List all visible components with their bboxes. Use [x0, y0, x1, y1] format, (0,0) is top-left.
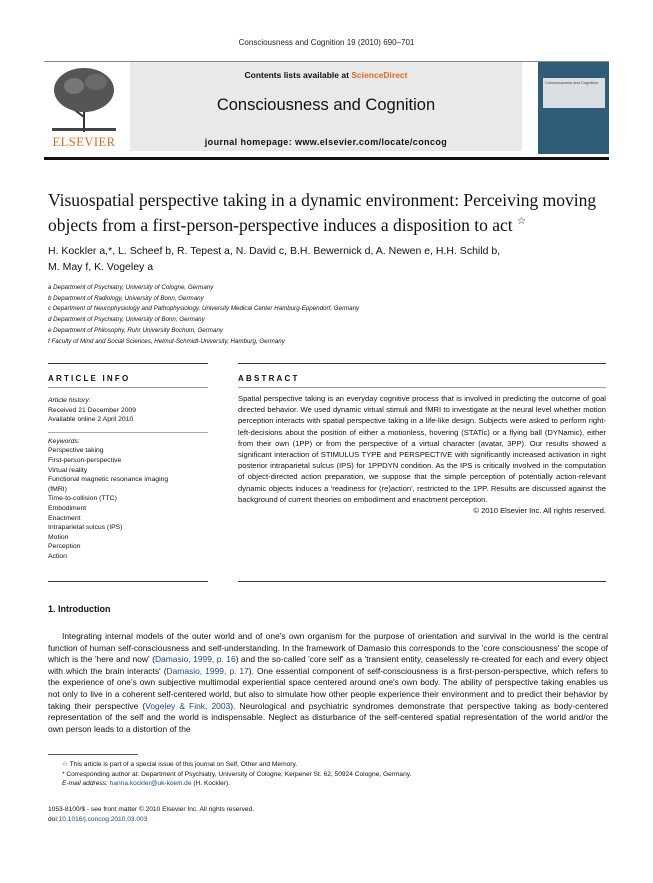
- journal-cover-thumbnail: [538, 62, 609, 154]
- affiliation-e: e Department of Philosophy, Ruhr University Bochum, Germany: [48, 326, 223, 334]
- article-info-heading: ARTICLE INFO: [48, 374, 131, 383]
- journal-homepage[interactable]: journal homepage: www.elsevier.com/locate/concog: [204, 137, 448, 147]
- cover-title: Consciousness and Cognition: [545, 80, 598, 85]
- email-suffix: (H. Kockler).: [193, 780, 230, 788]
- keyword: First-person-perspective: [48, 456, 122, 464]
- doi-line: [48, 815, 254, 825]
- authors-line-2: M. May f, K. Vogeley a: [48, 261, 154, 273]
- contents-lists: [130, 70, 522, 80]
- citation-link[interactable]: Damasio, 1999, p. 17: [166, 665, 249, 676]
- publisher-name: ELSEVIER: [52, 135, 116, 149]
- email-label: E-mail address:: [62, 780, 108, 788]
- affiliation-f: f Faculty of Mind and Social Sciences, Helmut-Schmidt-University, Hamburg, Germany: [48, 337, 285, 345]
- article-title: [48, 190, 608, 236]
- affiliations: [48, 283, 608, 347]
- keyword: Motion: [48, 533, 69, 541]
- keyword: Functional magnetic resonance imaging: [48, 476, 169, 484]
- keyword: (fMRI): [48, 485, 67, 493]
- affiliation-b: b Department of Radiology, University of Bonn, Germany: [48, 294, 204, 302]
- issn-line: 1053-8100/$ - see front matter © 2010 Elsevier Inc. All rights reserved.: [48, 806, 255, 813]
- abstract-top-rule: [238, 363, 606, 364]
- affiliation-c: c Department of Neurophysiology and Pathophysiology, University Medical Center Hamburg-Eppendorf, Germany: [48, 305, 360, 313]
- keywords-rule: [48, 432, 208, 433]
- author-list: [48, 243, 608, 275]
- keyword: Intraparietal sulcus (IPS): [48, 524, 123, 532]
- journal-title: Consciousness and Cognition: [216, 96, 436, 114]
- intro-text: ). Neurological and psychiatric syndromes demonstrate that perspective taking as body-centered representation of the self and the world is indispensable. Neglect as disturbance of the self-centered spatial representation of the world and/or the own person leads to a distortion of the: [48, 700, 609, 734]
- section-heading-introduction: 1. Introduction: [48, 604, 111, 614]
- abstract-heading: ABSTRACT: [238, 374, 300, 383]
- received-date: Received 21 December 2009: [48, 406, 137, 414]
- keyword: Perspective taking: [48, 447, 104, 455]
- introduction-paragraph: [48, 631, 608, 735]
- title-footnote-mark: ☆: [516, 216, 526, 227]
- sciencedirect-link[interactable]: ScienceDirect: [351, 70, 408, 80]
- intro-text: Integrating internal models of the outer world and of one's own organism for the purpose of orientation and survival in the world is the central function of human self-consciousness and self-understanding. In the framework of Damasio this corresponds to the 'core consciousness' the scope of which is the 'here and now' (: [48, 631, 608, 665]
- header-bottom-rule: [44, 157, 609, 160]
- footnote-corresponding: * Corresponding author at: Department of Psychiatry, University of Cologne, Kerpener St. 62, 50924 Cologne, Germany.: [62, 770, 412, 778]
- intro-text: ) and the so-called 'core self' as a 'transient entity, ceaselessly re-created for each and every object with which the brain interacts' (: [48, 654, 608, 676]
- citation-link[interactable]: Vogeley & Fink, 2003: [145, 700, 231, 711]
- front-matter: [48, 805, 254, 825]
- available-date: Available online 2 April 2010: [48, 416, 134, 424]
- keyword: Embodiment: [48, 504, 87, 512]
- keyword: Action: [48, 552, 67, 560]
- keyword: Perception: [48, 543, 81, 551]
- citation-link[interactable]: Damasio, 1999, p. 16: [154, 654, 236, 665]
- keywords-label: Keywords:: [48, 437, 80, 445]
- abstract-copyright: © 2010 Elsevier Inc. All rights reserved.: [473, 506, 606, 516]
- affiliation-d: d Department of Psychiatry, University of Bonn, Germany: [48, 316, 205, 324]
- info-top-rule: [48, 363, 208, 364]
- abstract-text: Spatial perspective taking is an everyday cognitive process that is involved in predicting the outcome of goal directed behavior. We used dynamic virtual stimuli and fMRI to investigate at the neural level whether motion perception interacts with spatial perspective taking in a life-like design. Subjects were asked to perform right-left-decisions about the position of either a motionless, hovering (STATic) or a flying ball (DYNamic), either from their own (1PP) or from the perspective of a virtual character (avatar, 3PP). Our results showed a significant interaction of STIMULUS TYPE and PERSPECTIVE with significantly increased activation in right posterior intraparietal sulcus (IPS) for 1PPDYN condition. As the IPS is critically involved in the computation of object-directed action preparation, we suppose that the simple perception of potentially action-relevant dynamic objects induces a 'readiness for (re)action', restricted to the 1PP. Results are discussed against the background of current theories on embodiment and enactment perception.: [238, 394, 606, 504]
- keyword: Time-to-collision (TTC): [48, 495, 117, 503]
- email-link[interactable]: hanna.kockler@uk-koeln.de: [109, 780, 192, 788]
- footnote-rule: [48, 754, 138, 755]
- info-bottom-rule: [48, 581, 208, 582]
- keyword: Virtual reality: [48, 466, 88, 474]
- authors-line-1: H. Kockler a,*, L. Scheef b, R. Tepest a, N. David c, B.H. Bewernick d, A. Newen e, H.H. Schild b,: [48, 245, 501, 257]
- abstract-sub-rule: [238, 387, 606, 388]
- doi-link[interactable]: 10.1016/j.concog.2010.03.003: [58, 815, 148, 823]
- keyword: Enactment: [48, 514, 81, 522]
- affiliation-a: a Department of Psychiatry, University of Cologne, Germany: [48, 284, 214, 291]
- journal-citation: Consciousness and Cognition 19 (2010) 690–701: [238, 38, 415, 47]
- info-sub-rule: [48, 387, 208, 388]
- footnote-email: [62, 779, 608, 789]
- footnotes: [48, 760, 608, 789]
- history-label: Article history:: [48, 397, 91, 404]
- abstract-bottom-rule: [238, 581, 606, 582]
- abstract-body: [238, 393, 606, 516]
- contents-prefix: Contents lists available at: [244, 70, 352, 80]
- footnote-special-issue: ☆ This article is part of a special issue of this journal on Self, Other and Memory.: [62, 761, 298, 768]
- article-title-text: Visuospatial perspective taking in a dynamic environment: Perceiving moving objects from a first-person-perspective induces a disposition to act: [48, 190, 597, 235]
- doi-prefix: doi:: [48, 815, 59, 823]
- article-info: [48, 390, 208, 562]
- intro-text: ). One essential component of self-consciousness is a first-person-perspective, which refers to the experience of one's own subjective multimodal experiential space centered around one's own body. The ability of perspective taking enables us not only to live in a coherent self-centered world, but also to simulate how other people experience their environment and to predict their behavior by taking their perspective (: [48, 665, 608, 711]
